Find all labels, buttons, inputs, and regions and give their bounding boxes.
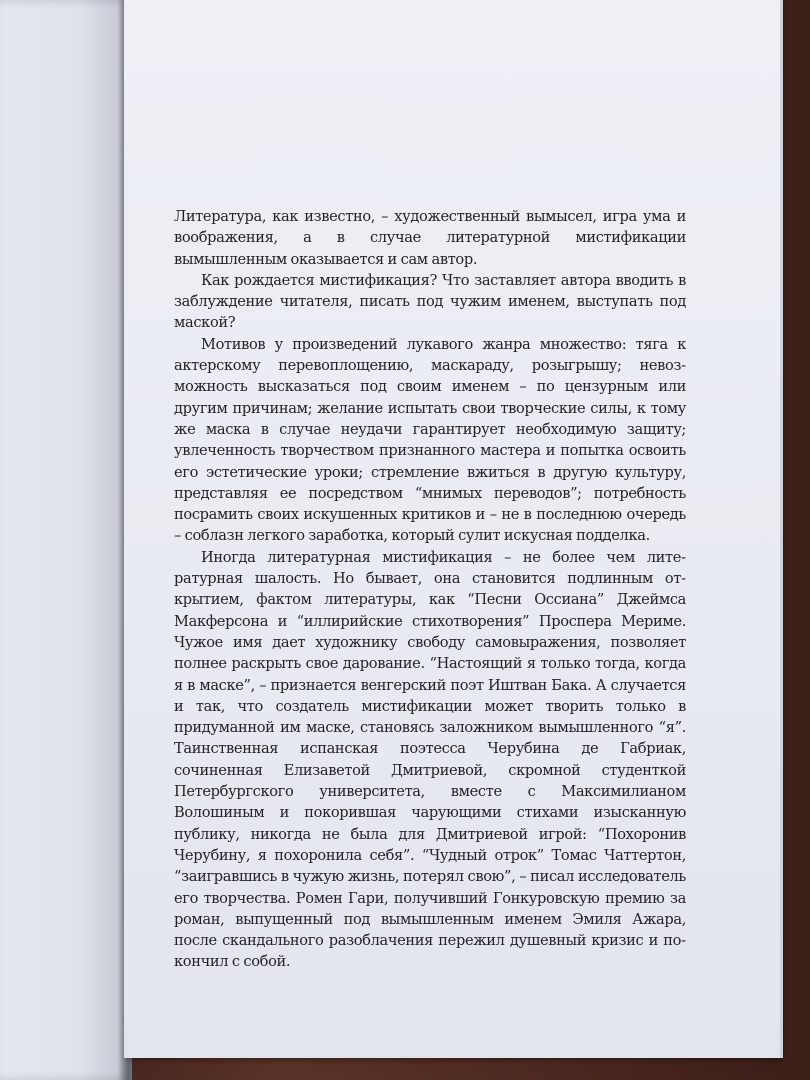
paragraph-4: Иногда литературная мистификация – не более чем литературная шалость. Но бывает, она становится подлинным открытием, фактом литературы, как “Песни Оссиана” Джеймса Макферсона и “иллирийские стихотворения” Проспера Мериме. Чужое имя дает художнику свободу самовыражения, позволяет полнее раскрыть свое дарование. “Настоящий я только тогда, когда я в маске”, – признается венгерский поэт Иштван Бака. А случается и так, что создатель мистификации может творить только в придуманной им маске, становясь заложником вымышленного “я”. Таинственная испанская поэтесса Черубина де Габриак, сочиненная Елизаветой Дмитриевой, скромной студенткой Петербургского университета, вместе с Максимилианом Волошиным и покорившая чарующими стихами изысканную публику, никогда не была для Дмитриевой игрой: “Похоронив Черубину, я похоронила себя”. “Чудный отрок” Томас Чаттертон, “заигравшись в чужую жизнь, потерял свою”, – писал исследователь его творчества. Ромен Гари, получивший Гонкуровскую премию за роман, выпущенный под вымышленным именем Эмиля Ажара, после скандального разоблачения пережил душевный кризис и покончил с собой. [174,548,686,971]
paragraph-1: Литература, как известно, – художественный вымысел, игра ума и воображения, а в случае литературной мистификации вымышленным оказывается и сам автор. [174,208,686,268]
paragraph-2: Как рождается мистификация? Что заставляет автора вводить в заблуждение читателя, писать под чужим именем, выступать под маской? [174,271,686,332]
page-text [174,206,686,973]
page-edge [780,0,783,1058]
left-page [0,0,132,1080]
paragraph-3: Мотивов у произведений лукавого жанра множество: тяга к актерскому перевоплощению, маскараду, розыгрышу; невозможность высказаться под своим именем – по цензурным или другим причинам; желание испытать свои творческие силы, к тому же маска в случае неудачи гарантирует необходимую защиту; увлеченность творчеством признанного мастера и попытка освоить его эстетические уроки; стремление вжиться в другую культуру, представляя ее посредством “мнимых переводов”; потребность посрамить своих искушенных критиков и – не в последнюю очередь – соблазн легкого заработка, который сулит искусная подделка. [174,335,686,545]
